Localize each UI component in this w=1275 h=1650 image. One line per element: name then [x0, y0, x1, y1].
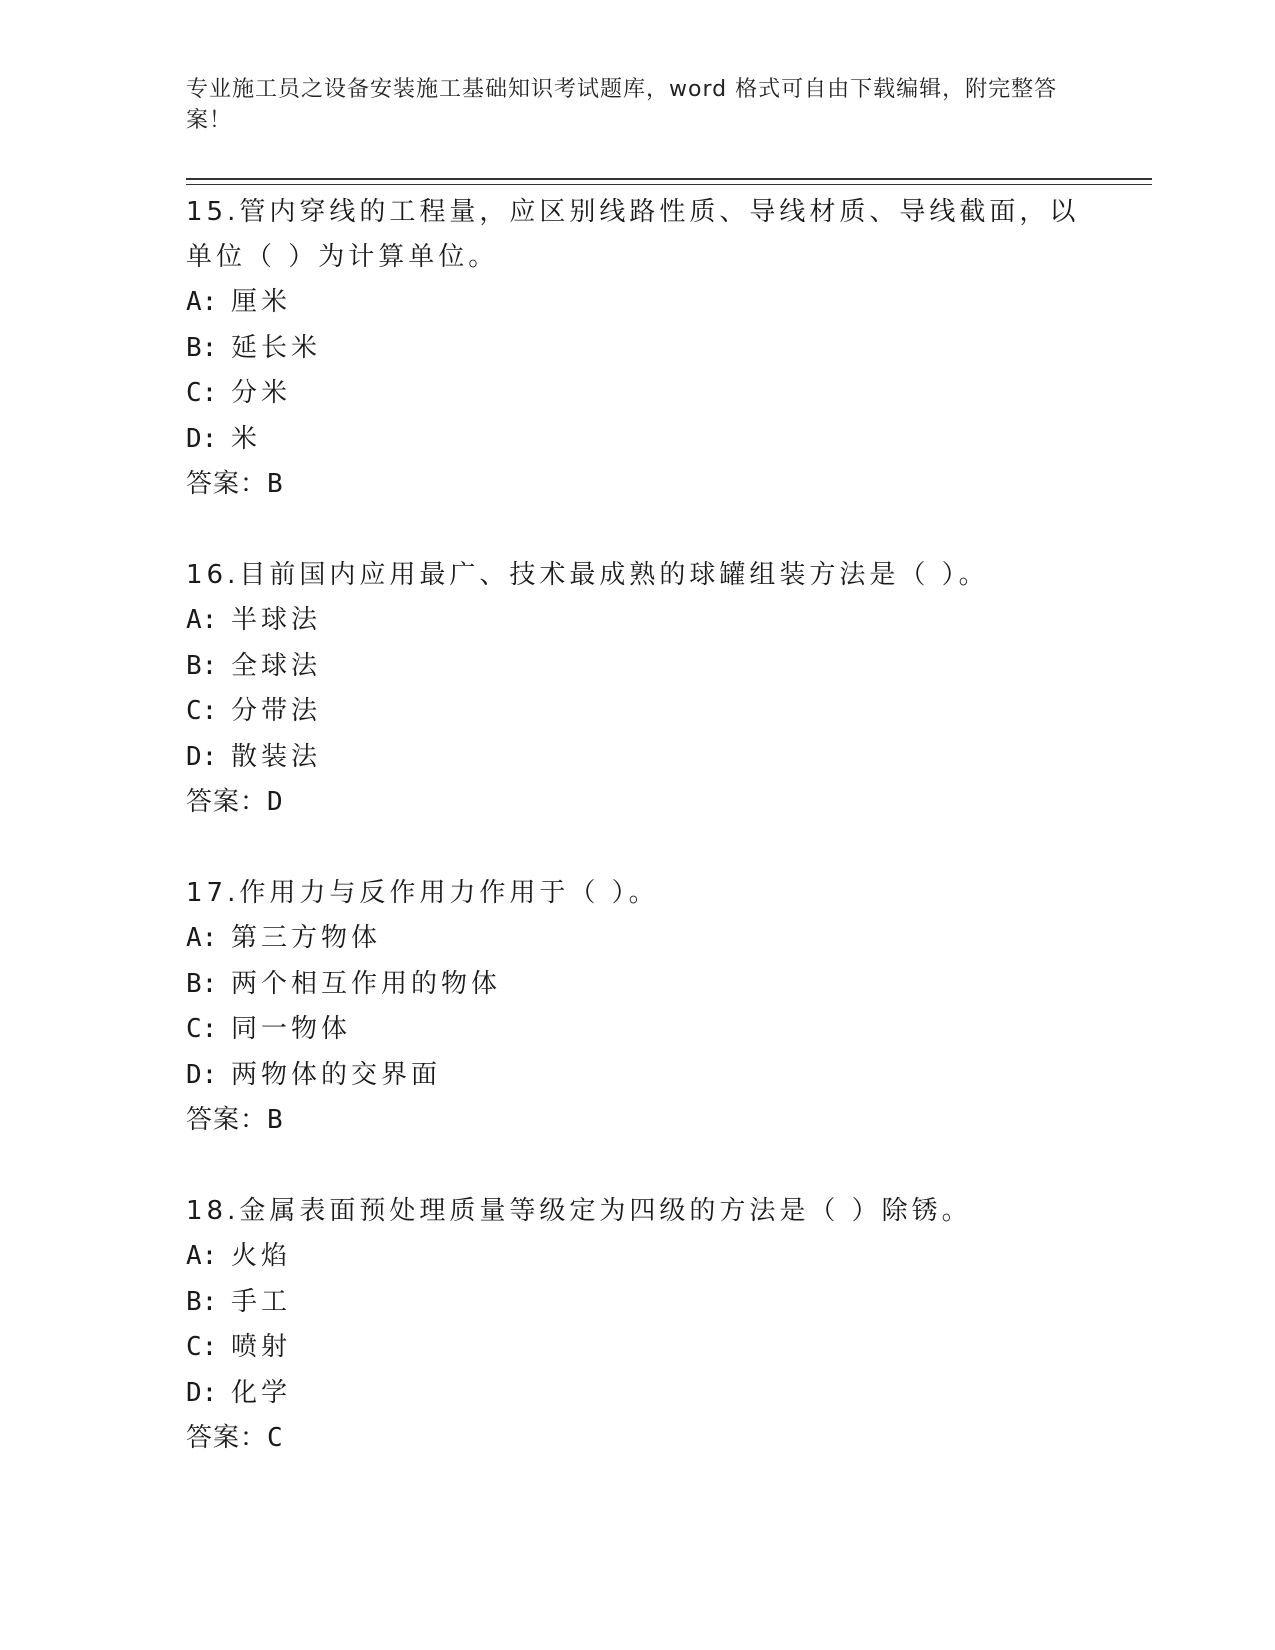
option-b — [186, 326, 1086, 372]
option-text: 两个相互作用的物体 — [231, 968, 502, 999]
option-b — [186, 1280, 1086, 1326]
question-18 — [186, 1189, 1086, 1461]
question-stem: 17.作用力与反作用力作用于（ ）。 — [186, 878, 659, 908]
option-letter: C: — [186, 696, 218, 726]
option-text: 第三方物体 — [231, 923, 382, 953]
option-c — [186, 1325, 1086, 1371]
option-text: 半球法 — [231, 605, 322, 635]
option-text: 同一物体 — [231, 1014, 352, 1044]
option-d — [186, 417, 1086, 463]
answer-label: 答案： — [186, 1423, 268, 1453]
option-a — [186, 280, 1086, 326]
option-text: 两物体的交界面 — [231, 1059, 442, 1090]
option-letter: C: — [186, 378, 218, 408]
question-stem: 15.管内穿线的工程量，应区别线路性质、导线材质、导线截面，以单位（ ）为计算单位。 — [186, 197, 1080, 272]
option-a — [186, 916, 1086, 962]
option-letter: B: — [186, 1286, 218, 1317]
option-text: 手工 — [231, 1286, 292, 1317]
option-d — [186, 735, 1086, 781]
option-a — [186, 1234, 1086, 1280]
option-text: 延长米 — [231, 332, 322, 363]
option-letter: D: — [186, 741, 218, 772]
answer-value: B — [267, 469, 284, 499]
option-c — [186, 689, 1086, 735]
option-letter: D: — [186, 1377, 218, 1408]
answer-line — [186, 1416, 1086, 1461]
option-letter: D: — [186, 423, 218, 454]
option-d — [186, 1371, 1086, 1417]
option-text: 分带法 — [231, 696, 322, 726]
option-text: 厘米 — [231, 287, 292, 317]
option-text: 米 — [231, 423, 262, 454]
answer-value: B — [267, 1105, 284, 1135]
option-text: 喷射 — [231, 1332, 292, 1362]
option-letter: B: — [186, 650, 218, 681]
answer-label: 答案： — [186, 469, 268, 499]
option-letter: A: — [186, 605, 218, 635]
question-list — [186, 190, 1086, 1507]
option-b — [186, 644, 1086, 690]
option-text: 火焰 — [231, 1241, 292, 1271]
question-15 — [186, 190, 1086, 507]
option-letter: B: — [186, 332, 218, 363]
option-text: 散装法 — [231, 741, 322, 772]
option-letter: A: — [186, 287, 218, 317]
answer-value: C — [267, 1423, 284, 1453]
question-stem: 18.金属表面预处理质量等级定为四级的方法是（ ）除锈。 — [186, 1196, 972, 1226]
question-17 — [186, 871, 1086, 1143]
option-b — [186, 962, 1086, 1008]
header-divider — [186, 178, 1152, 185]
option-d — [186, 1053, 1086, 1099]
option-letter: A: — [186, 1241, 218, 1271]
option-text: 分米 — [231, 378, 292, 408]
option-text: 化学 — [231, 1377, 292, 1408]
option-letter: A: — [186, 923, 218, 953]
answer-label: 答案： — [186, 1105, 268, 1135]
option-letter: C: — [186, 1014, 218, 1044]
answer-line — [186, 462, 1086, 507]
option-text: 全球法 — [231, 650, 322, 681]
option-c — [186, 1007, 1086, 1053]
question-16 — [186, 553, 1086, 825]
answer-label: 答案： — [186, 787, 268, 817]
answer-line — [186, 1098, 1086, 1143]
option-letter: B: — [186, 968, 218, 999]
option-letter: D: — [186, 1059, 218, 1090]
option-c — [186, 371, 1086, 417]
document-header: 专业施工员之设备安装施工基础知识考试题库，word 格式可自由下载编辑，附完整答案！ — [186, 77, 1058, 133]
answer-line — [186, 780, 1086, 825]
answer-value: D — [267, 787, 284, 817]
option-a — [186, 598, 1086, 644]
question-stem: 16.目前国内应用最广、技术最成熟的球罐组装方法是（ ）。 — [186, 560, 989, 590]
option-letter: C: — [186, 1332, 218, 1362]
